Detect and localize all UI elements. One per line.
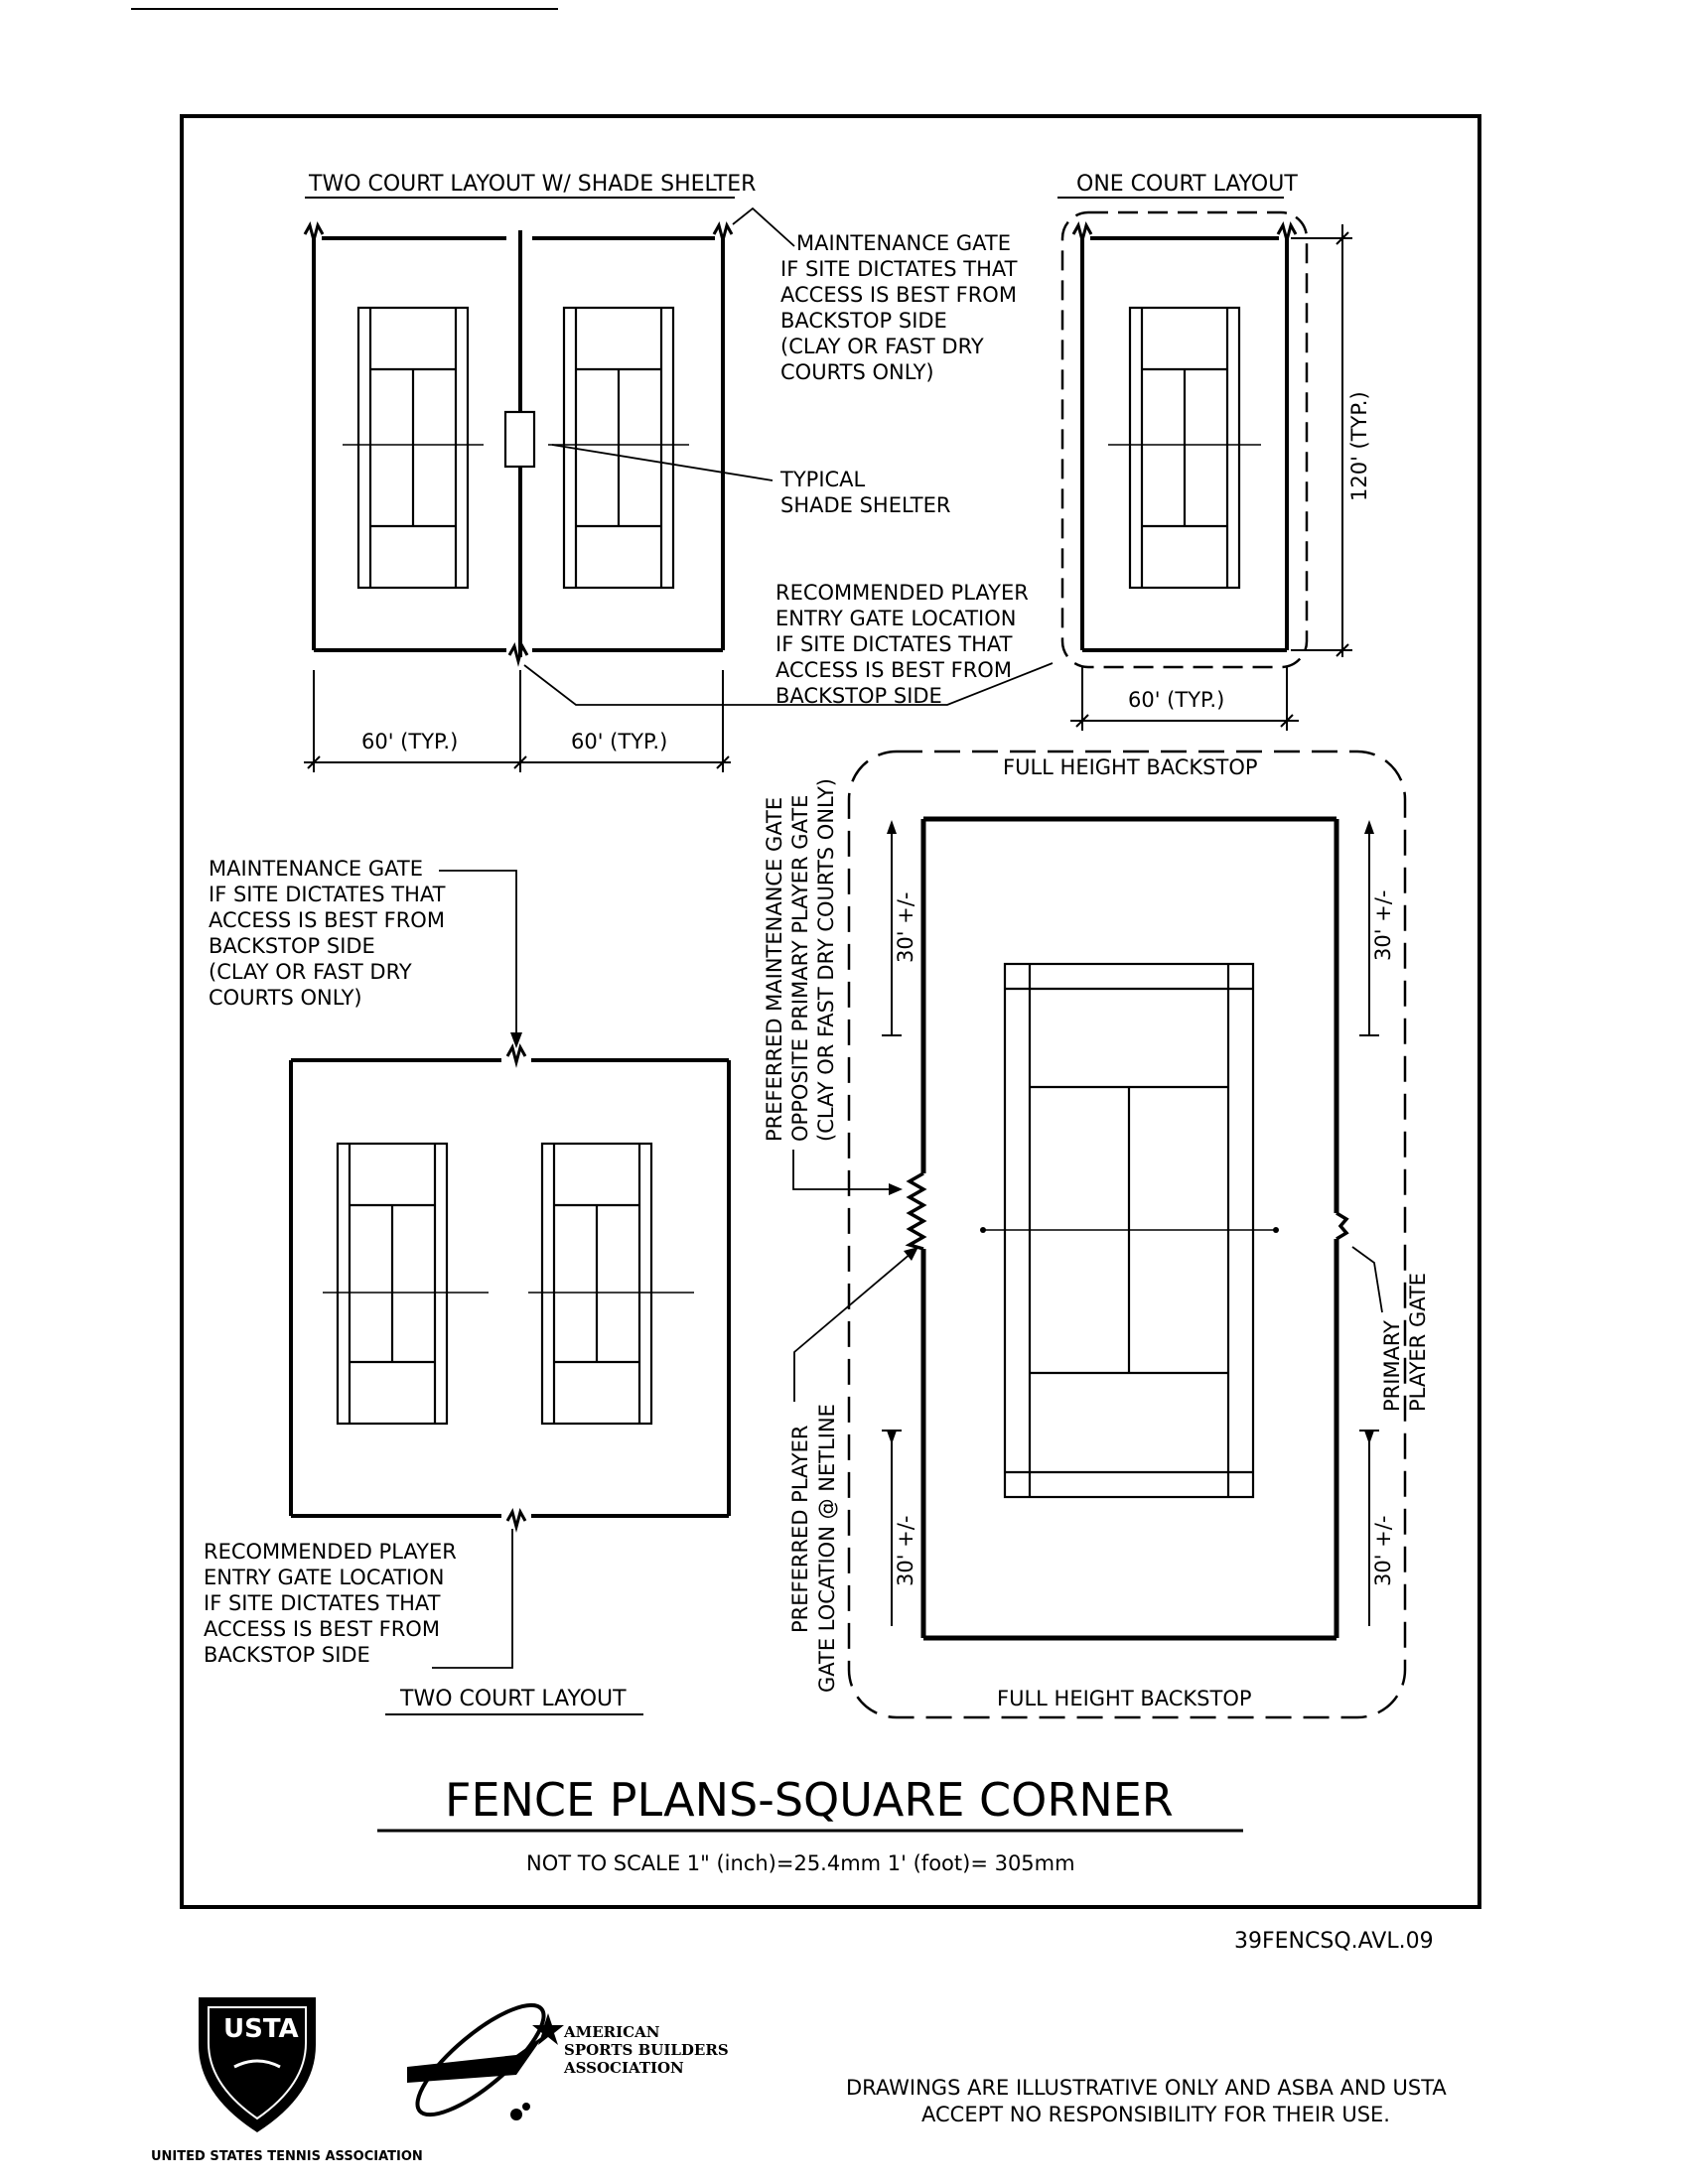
dim-60-left: 60' (TYP.) [361, 730, 459, 753]
shade-shelter [505, 412, 534, 467]
dim-30-bottom-left: 30' +/- [894, 1515, 917, 1586]
note-preferred-maintenance-gate: PREFERRED MAINTENANCE GATE OPPOSITE PRIMARY PLAYER GATE (CLAY OR FAST DRY COURTS ONLY) [763, 778, 838, 1142]
note-primary-player-gate: PRIMARY PLAYER GATE [1380, 1272, 1430, 1412]
note-maintenance-gate-top: MAINTENANCE GATE IF SITE DICTATES THAT ACCESS IS BEST FROM BACKSTOP SIDE (CLAY OR FAST DRY COURTS ONLY) [780, 231, 1018, 384]
big-court-layout [763, 751, 1430, 1717]
one-court-layout [1057, 172, 1371, 731]
usta-logo [151, 1997, 423, 2164]
asba-name: AMERICAN SPORTS BUILDERS ASSOCIATION [564, 2023, 729, 2077]
title-block [377, 1773, 1434, 1954]
one-court-title: ONE COURT LAYOUT [1076, 172, 1298, 197]
usta-badge-text: USTA [223, 2014, 299, 2044]
dim-60-typ-one-court: 60' (TYP.) [1128, 688, 1225, 712]
dim-30-top-right: 30' +/- [1371, 889, 1395, 961]
dim-30-top-left: 30' +/- [894, 891, 917, 963]
backstop-bottom-label: FULL HEIGHT BACKSTOP [997, 1687, 1252, 1710]
two-court-shade-layout [304, 172, 756, 772]
disclaimer: DRAWINGS ARE ILLUSTRATIVE ONLY AND ASBA AND USTA ACCEPT NO RESPONSIBILITY FOR THEIR USE. [846, 2076, 1447, 2126]
dim-120-typ: 120' (TYP.) [1347, 391, 1371, 501]
top-notes [524, 208, 1053, 708]
note-shade-shelter: TYPICAL SHADE SHELTER [780, 468, 951, 517]
asba-logo [403, 1989, 734, 2131]
drawing-code: 39FENCSQ.AVL.09 [1234, 1929, 1434, 1954]
drawing-title: FENCE PLANS-SQUARE CORNER [445, 1773, 1174, 1827]
dim-30-bottom-right: 30' +/- [1371, 1515, 1395, 1586]
backstop-top-label: FULL HEIGHT BACKSTOP [1003, 755, 1258, 779]
note-entry-gate-top: RECOMMENDED PLAYER ENTRY GATE LOCATION IF SITE DICTATES THAT ACCESS IS BEST FROM BACKSTOP SIDE [775, 581, 1029, 708]
scale-note: NOT TO SCALE 1" (inch)=25.4mm 1' (foot)= 305mm [526, 1851, 1075, 1875]
dim-60-right: 60' (TYP.) [571, 730, 668, 753]
two-court-title: TWO COURT LAYOUT [400, 1687, 627, 1711]
two-court-layout [204, 857, 729, 1714]
note-maintenance-gate-mid: MAINTENANCE GATE IF SITE DICTATES THAT ACCESS IS BEST FROM BACKSTOP SIDE (CLAY OR FAST DRY COURTS ONLY) [209, 857, 446, 1010]
note-entry-gate-mid: RECOMMENDED PLAYER ENTRY GATE LOCATION IF SITE DICTATES THAT ACCESS IS BEST FROM BACKSTOP SIDE [204, 1540, 457, 1667]
usta-name: UNITED STATES TENNIS ASSOCIATION [151, 2149, 423, 2164]
note-preferred-player-gate: PREFERRED PLAYER GATE LOCATION @ NETLINE [788, 1404, 839, 1693]
two-court-shade-title: TWO COURT LAYOUT W/ SHADE SHELTER [309, 172, 757, 197]
